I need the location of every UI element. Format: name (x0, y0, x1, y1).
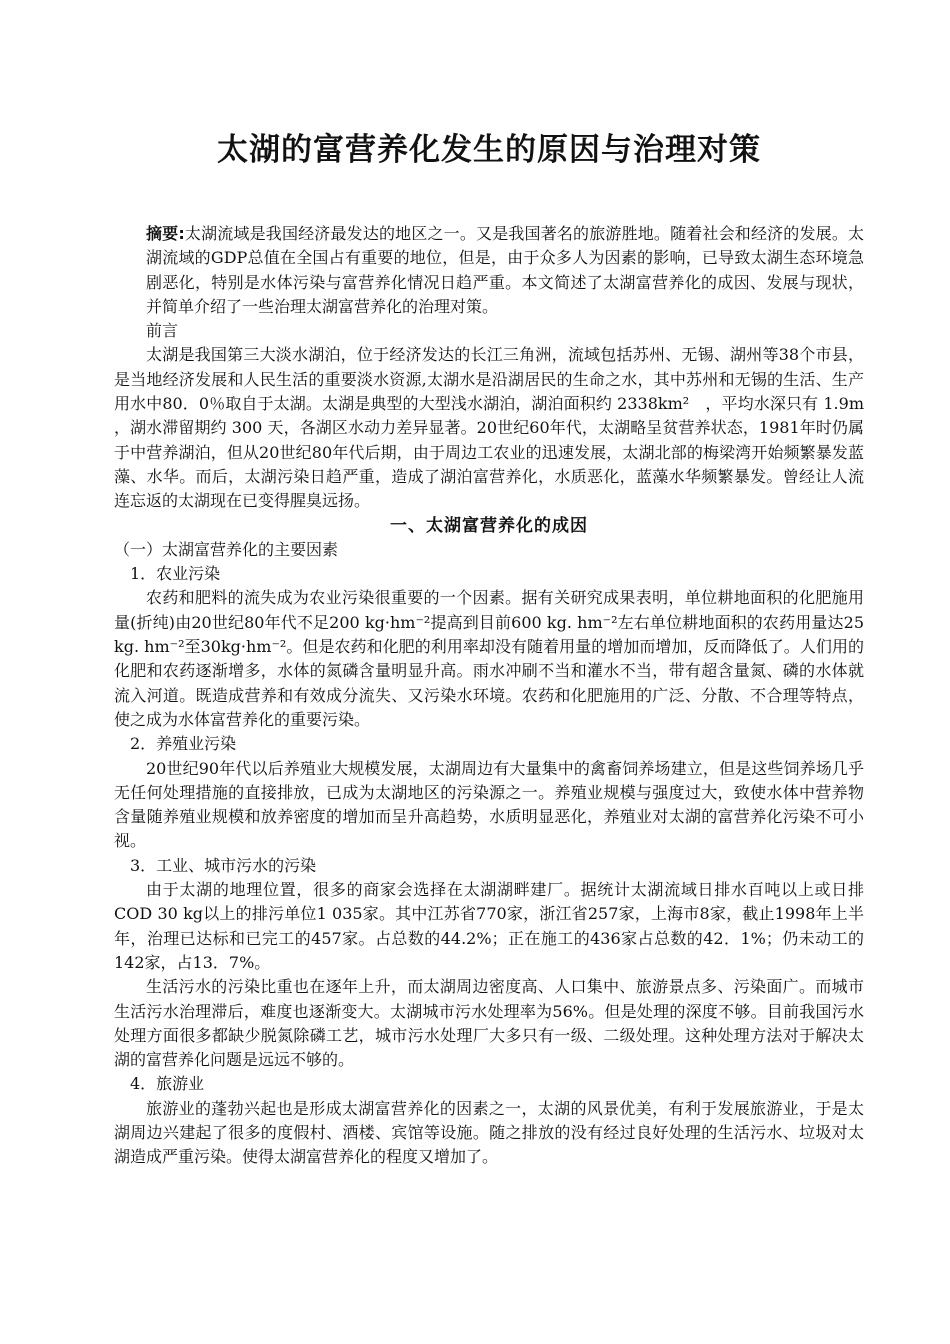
item-heading-aquaculture: 2．养殖业污染 (130, 734, 237, 754)
document-body (114, 222, 864, 1170)
section-heading: 一、太湖富营养化的成因 (390, 515, 588, 536)
abstract-paragraph (114, 222, 864, 319)
item-heading-industry-urban: 3．工业、城市污水的污染 (130, 855, 317, 875)
preface-heading: 前言 (146, 321, 179, 341)
paragraph-agriculture: 农药和肥料的流失成为农业污染很重要的一个因素。据有关研究成果表明，单位耕地面积的化肥施用量(折纯)由20世纪80年代不足200 kg·hm⁻²提高到目前600 kg. hm⁻²左右单位耕地面积的农药用量达25 kg. hm⁻²至30kg·hm⁻²。但是农药和化肥的利用率却没有随着用量的增加而增加，反而降低了。人们用的化肥和农药逐渐增多，水体的氮磷含量明显升高。雨水冲刷不当和灌水不当，带有超含量氮、磷的水体就流入河道。既造成营养和有效成分流失、又污染水环境。农药和化肥施用的广泛、分散、不合理等特点，使之成为水体富营养化的重要污染。 (114, 588, 864, 729)
abstract-label: 摘要: (146, 224, 185, 243)
item-heading-agriculture: 1．农业污染 (130, 564, 221, 584)
preface-text: 太湖是我国第三大淡水湖泊，位于经济发达的长江三角洲，流域包括苏州、无锡、湖州等38个市县，是当地经济发展和人民生活的重要淡水资源,太湖水是沿湖居民的生命之水，其中苏州和无锡的生活、生产用水中80．0％取自于太湖。太湖是典型的大型浅水湖泊，湖泊面积约 2338km² ，平均水深只有 1.9m ，湖水滞留期约 300 天，各湖区水动力差异显著。20世纪60年代，太湖略呈贫营养状态，1981年时仍属于中营养湖泊，但从20世纪80年代后期，由于周边工农业的迅速发展，太湖北部的梅梁湾开始频繁暴发蓝藻、水华。而后，太湖污染日趋严重，造成了湖泊富营养化，水质恶化，蓝藻水华频繁暴发。曾经让人流连忘返的太湖现在已变得腥臭远扬。 (114, 345, 864, 511)
paragraph-aquaculture: 20世纪90年代以后养殖业大规模发展，太湖周边有大量集中的禽畜饲养场建立，但是这些饲养场几乎无任何处理措施的直接排放，已成为太湖地区的污染源之一。养殖业规模与强度过大，致使水体中营养物含量随养殖业规模和放养密度的增加而呈升高趋势，水质明显恶化，养殖业对太湖的富营养化污染不可小视。 (114, 758, 864, 851)
paragraph-domestic-sewage: 生活污水的污染比重也在逐年上升，而太湖周边密度高、人口集中、旅游景点多、污染面广。而城市生活污水治理滞后，难度也逐渐变大。太湖城市污水处理率为56%。但是处理的深度不够。目前我国污水处理方面很多都缺少脱氮除磷工艺，城市污水处理厂大多只有一级、二级处理。这种处理方法对于解决太湖的富营养化问题是远远不够的。 (114, 977, 864, 1070)
item-heading-tourism: 4．旅游业 (130, 1074, 205, 1094)
subsection-heading: （一）太湖富营养化的主要因素 (114, 539, 339, 559)
document-title: 太湖的富营养化发生的原因与治理对策 (217, 132, 761, 168)
abstract-text: 太湖流域是我国经济最发达的地区之一。又是我国著名的旅游胜地。随着社会和经济的发展。太湖流域的GDP总值在全国占有重要的地位，但是，由于众多人为因素的影响，已导致太湖生态环境急剧恶化，特别是水体污染与富营养化情况日趋严重。本文简述了太湖富营养化的成因、发展与现状，并简单介绍了一些治理太湖富营养化的治理对策。 (146, 224, 864, 316)
paragraph-industry: 由于太湖的地理位置，很多的商家会选择在太湖湖畔建厂。据统计太湖流域日排水百吨以上或日排COD 30 kg以上的排污单位1 035家。其中江苏省770家，浙江省257家，上海市8家，截止1998年上半年，治理已达标和已完工的457家。占总数的44.2%；正在施工的436家占总数的42．1%；仍未动工的142家，占13．7%。 (114, 880, 864, 972)
paragraph-tourism: 旅游业的蓬勃兴起也是形成太湖富营养化的因素之一，太湖的风景优美，有利于发展旅游业，于是太湖周边兴建起了很多的度假村、酒楼、宾馆等设施。随之排放的没有经过良好处理的生活污水、垃圾对太湖造成严重污染。使得太湖富营养化的程度又增加了。 (114, 1098, 864, 1167)
